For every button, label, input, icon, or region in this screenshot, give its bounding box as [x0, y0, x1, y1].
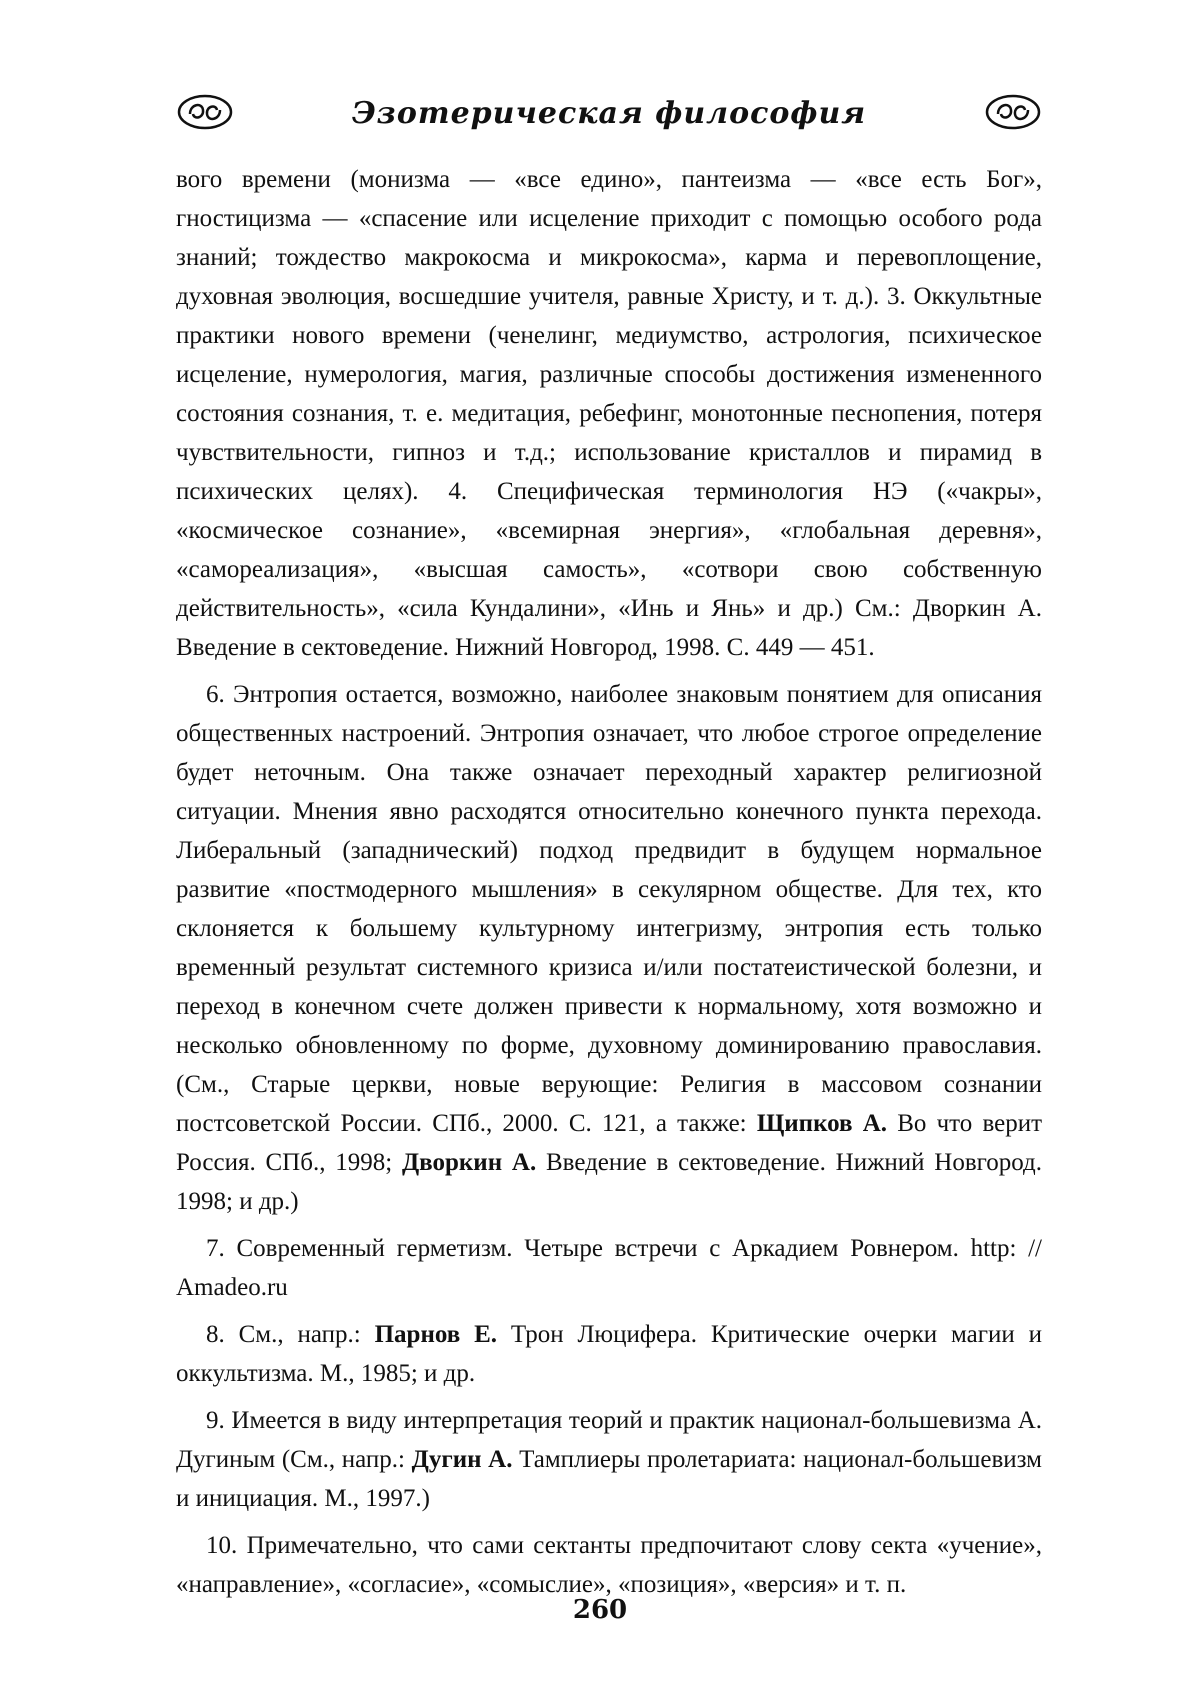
note-text: Введение в сектоведение. Нижний Новгород. 1998; и др.): [176, 1149, 1043, 1215]
note-9: [176, 1401, 1042, 1518]
endnotes-body: [176, 160, 1042, 1612]
note-number: 6.: [206, 681, 225, 708]
note-number: 10.: [206, 1532, 238, 1559]
note-text: Имеется в виду интерпретация теорий и практик национал-большевизма А. Дугиным (См., напр.:: [176, 1407, 1043, 1473]
note-text: Тамплиеры пролетариата: национал-большевизм и инициация. М., 1997.): [176, 1446, 1042, 1512]
note-text: Во что верит Россия. СПб., 1998;: [176, 1110, 1043, 1176]
ornament-icon: [984, 92, 1042, 132]
cited-author: Парнов Е.: [374, 1321, 498, 1348]
cited-author: Дугин А.: [411, 1446, 513, 1473]
running-title: Эзотерическая философия: [351, 96, 867, 131]
page-number: 260: [572, 1595, 628, 1625]
note-text: Современный герметизм. Четыре встречи с Аркадием Ровнером. http: // Amadeo.ru: [176, 1235, 1043, 1301]
cited-author: Дворкин А.: [401, 1149, 537, 1176]
note-text: Примечательно, что сами сектанты предпочитают слову секта «учение», «направление», «согласие», «сомыслие», «позиция», «версия» и т. п.: [176, 1532, 1043, 1598]
note-6: [176, 675, 1042, 1221]
note-text: См., напр.:: [238, 1321, 361, 1348]
note-10: [176, 1526, 1042, 1604]
note-7: [176, 1229, 1042, 1307]
note-number: 7.: [206, 1235, 225, 1262]
note-text: Энтропия остается, возможно, наиболее знаковым понятием для описания общественных настроений. Энтропия означает, что любое строгое определение будет неточным. Она также означает переходный характер религиозной ситуации. Мнения явно расходятся относительно конечного пункта перехода. Либеральный (западнический) подход предвидит в будущем нормальное развитие «постмодерного мышления» в секулярном обществе. Для тех, кто склоняется к большему культурному интегризму, энтропия есть только временный результат системного кризиса и/или постатеистической болезни, и переход в конечном счете должен привести к нормальному, хотя возможно и несколько обновленному по форме, духовному доминированию православия. (См., Старые церкви, новые верующие: Религия в массовом сознании постсоветской России. СПб., 2000. С. 121, а также:: [176, 681, 1043, 1137]
note-8: [176, 1315, 1042, 1393]
note-text: Трон Люцифера. Критические очерки магии и оккультизма. М., 1985; и др.: [176, 1321, 1043, 1387]
cited-author: Щипков А.: [756, 1110, 888, 1137]
note-number: 9.: [206, 1407, 225, 1434]
note-number: 8.: [206, 1321, 225, 1348]
running-header: [176, 92, 1042, 142]
note-continuation: вого времени (монизма — «все едино», пантеизма — «все есть Бог», гностицизма — «спасение или исцеление приходит с помощью особого рода знаний; тождество макрокосма и микрокосма», карма и перевоплощение, духовная эволюция, восшедшие учителя, равные Христу, и т. д.). 3. Оккультные практики нового времени (ченелинг, медиумство, астрология, психическое исцеление, нумерология, магия, различные способы достижения измененного состояния сознания, т. е. медитация, ребефинг, монотонные песнопения, потеря чувствительности, гипноз и т.д.; использование кристаллов и пирамид в психических целях). 4. Специфическая терминология НЭ («чакры», «космическое сознание», «всемирная энергия», «глобальная деревня», «самореализация», «высшая самость», «сотвори свою собственную действительность», «сила Кундалини», «Инь и Янь» и др.) См.: Дворкин А. Введение в сектоведение. Нижний Новгород, 1998. С. 449 — 451.: [176, 166, 1042, 661]
